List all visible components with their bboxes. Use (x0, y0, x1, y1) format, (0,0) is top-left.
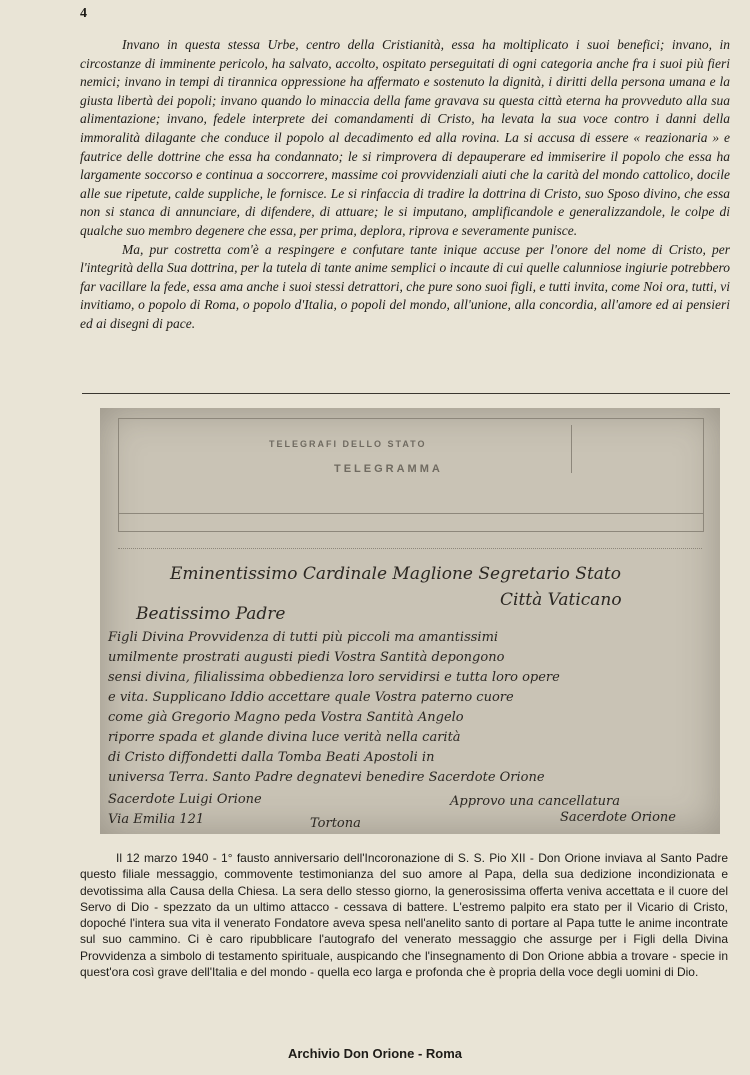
telegram-text-line: universa Terra. Santo Padre degnatevi benedire Sacerdote Orione (108, 770, 545, 785)
telegram-address: Città Vaticano (500, 590, 622, 610)
telegram-salutation: Beatissimo Padre (136, 604, 286, 624)
page-number: 4 (80, 6, 87, 21)
telegram-text-line: riporre spada et glande divina luce verità nella carità (108, 730, 461, 745)
telegram-text-line: e vita. Supplicano Iddio accettare quale Vostra paterno cuore (108, 690, 514, 705)
telegram-correction-note: Approvo una cancellatura (450, 794, 621, 809)
telegram-form-grid (119, 513, 703, 532)
letter-paragraph: Ma, pur costretta com'è a respingere e confutare tante inique accuse per l'onore del nome di Cristo, per l'integrità della Sua dottrina, per la tutela di tante anime semplici o incaute di cui quelle calunniose ingiurie potrebbero far vacillare la fede, essa ama anche i suoi stessi detrattori, che pure sono suoi figli, e tutti invita, come Noi ora, tutti, vi invitiamo, o popolo di Roma, o popolo d'Italia, o popoli del mondo, all'unione, alla concordia, all'amore ed ai pensieri ed ai disegni di pace. (80, 241, 730, 331)
telegram-photo (100, 408, 720, 834)
telegram-form-title: TELEGRAFI DELLO STATO (269, 439, 427, 449)
telegram-text-line: come già Gregorio Magno peda Vostra Santità Angelo (108, 710, 464, 725)
telegram-line (118, 548, 702, 549)
photo-caption: Il 12 marzo 1940 - 1° fausto anniversario dell'Incoronazione di S. S. Pio XII - Don Orione inviava al Santo Padre questo filiale messaggio, commovente testimonianza del suo amore al Papa, della sua dedizione incondizionata e devotissima alla Causa della Chiesa. La sera dello stesso giorno, la generosissima offerta veniva accettata e il cuore del Servo di Dio - spezzato da un ultimo attacco - cessava di battere. L'estremo palpito era stato per il Vicario di Cristo, dopoché l'intera sua vita il venerato Fondatore aveva spesa nell'anelito santo di portare al Papa tutte le anime incontrate sul suo cammino. Ci è caro ripubblicare l'autografo del venerato messaggio che assurge per i Figli della Divina Provvidenza a simbolo di testamento spirituale, auspicando che l'insegnamento di Don Orione abbia a trovare - specie in quest'ora così grave dell'Italia e del mondo - quella eco larga e profonda che è propria della voce degli uomini di Dio. (80, 851, 728, 980)
letter-paragraph: Invano in questa stessa Urbe, centro della Cristianità, essa ha moltiplicato i suoi benefici; invano, in circostanze di imminente pericolo, ha salvato, accolto, ospitato perseguitati di ogni categoria anche fra i suoi più fieri nemici; invano in tempi di tirannica oppressione ha affermato e sostenuto la dignità, i diritti della persona umana e la giusta libertà dei popoli; invano quando lo minaccia della fame gravava su questa città eterna ha provveduto alla sua alimentazione; invano, fedele interprete dei comandamenti di Cristo, ha levata la sua voce contro i danni della immoralità dilagante che conduce il popolo al decadimento ed alla rovina. La si accusa di essere « reazionaria » e fautrice delle dottrine che essa ha condannato; le si rimprovera di depauperare ed immiserire il popolo che essa ha largamente soccorso e continua a soccorrere, massime coi provvidenziali aiuti che la carità del mondo cattolico, docile alle sue ripetute, calde suppliche, le fornisce. Le si rinfaccia di tradire la dottrina di Cristo, suo Sposo divino, che essa non si stanca di annunciare, di difendere, di attuare; le si imputano, amplificandole e generalizzandole, le colpe di qualche suo membro degenere che essa, per prima, deplora, riprova e severamente punisce. (80, 37, 730, 238)
section-divider (82, 393, 730, 394)
telegram-text-line: sensi divina, filialissima obbedienza loro servidirsi e tutta loro opere (108, 670, 560, 685)
letter-text (80, 36, 730, 334)
telegram-sender-address: Via Emilia 121 (108, 812, 205, 827)
telegram-text-line: Figli Divina Provvidenza di tutti più piccoli ma amantissimi (108, 630, 499, 645)
telegram-recipient: Eminentissimo Cardinale Maglione Segretario Stato (170, 564, 621, 584)
telegram-form-box (571, 425, 698, 473)
telegram-text-line: umilmente prostrati augusti piedi Vostra Santità depongono (108, 650, 505, 665)
telegram-signature: Sacerdote Orione (560, 810, 676, 825)
telegram-form-header (118, 418, 704, 532)
telegram-sender-name: Sacerdote Luigi Orione (108, 792, 262, 807)
archive-footer: Archivio Don Orione - Roma (287, 1046, 463, 1061)
telegram-sender-city: Tortona (310, 816, 361, 831)
telegram-text-line: di Cristo diffondetti dalla Tomba Beati Apostoli in (108, 750, 435, 765)
telegram-form-subtitle: TELEGRAMMA (334, 463, 443, 475)
